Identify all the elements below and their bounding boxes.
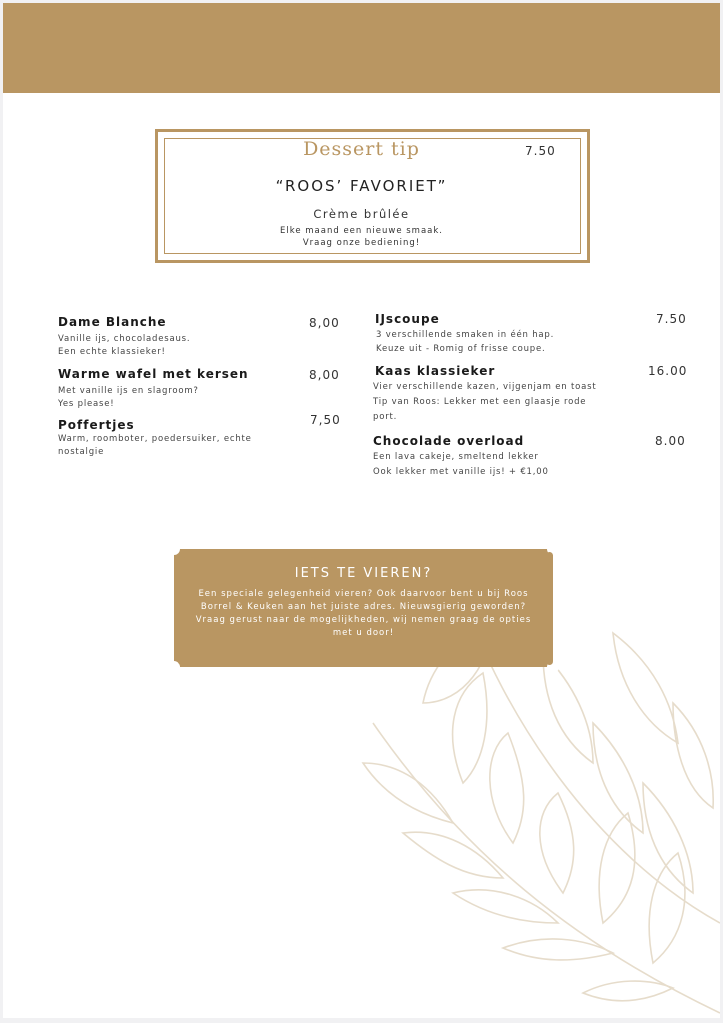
celebrate-title: IETS TE VIEREN? (294, 566, 433, 581)
menu-item-name: IJscoupe (375, 312, 440, 326)
menu-item-description: Vanille ijs, chocoladesaus. (58, 334, 191, 344)
menu-item-description: Yes please! (58, 399, 115, 409)
menu-item-description: Warm, roomboter, poedersuiker, echte (58, 434, 252, 444)
corner-dot (178, 552, 185, 559)
menu-item-description: Een echte klassieker! (58, 347, 166, 357)
dessert-tip-price: 7.50 (525, 144, 556, 158)
dessert-tip-heading: Dessert tip (303, 138, 420, 160)
menu-item-price: 8,00 (309, 316, 340, 330)
menu-item-description: 3 verschillende smaken in één hap. (376, 330, 555, 340)
menu-item-name: Poffertjes (58, 418, 135, 432)
corner-dot (546, 552, 553, 559)
dessert-tip-description-line: Vraag onze bediening! (302, 238, 421, 248)
corner-dot (178, 658, 185, 665)
menu-item-price: 8.00 (655, 434, 686, 448)
menu-item-description: Met vanille ijs en slagroom? (58, 386, 199, 396)
menu-item-price: 16.00 (648, 364, 688, 378)
menu-item-description: Keuze uit - Romig of frisse coupe. (376, 344, 546, 354)
header-band (3, 3, 720, 93)
menu-item-name: Warme wafel met kersen (58, 367, 249, 381)
menu-item-name: Dame Blanche (58, 315, 167, 329)
menu-item-price: 8,00 (309, 368, 340, 382)
dessert-tip-description-line: Elke maand een nieuwe smaak. (279, 226, 443, 236)
dessert-tip-dish: Crème brûlée (313, 207, 410, 221)
menu-item-description: port. (373, 412, 398, 422)
menu-item-price: 7,50 (310, 413, 341, 427)
menu-item-name: Chocolade overload (373, 434, 525, 448)
menu-item-description: Tip van Roos: Lekker met een glaasje rode (373, 397, 587, 407)
menu-item-description: Een lava cakeje, smeltend lekker (373, 452, 539, 462)
menu-item-description: Ook lekker met vanille ijs! + €1,00 (373, 467, 549, 477)
menu-item-name: Kaas klassieker (375, 364, 496, 378)
menu-item-description: nostalgie (58, 447, 105, 457)
menu-item-price: 7.50 (656, 312, 687, 326)
dessert-tip-subtitle: “ROOS’ FAVORIET” (275, 177, 448, 195)
celebrate-body: Een speciale gelegenheid vieren? Ook daarvoor bent u bij Roos Borrel & Keuken aan het juiste adres. Nieuwsgierig geworden? Vraag gerust naar de mogelijkheden, wij nemen graag de opties met u door! (195, 589, 532, 638)
menu-item-description: Vier verschillende kazen, vijgenjam en toast (373, 382, 597, 392)
corner-dot (546, 658, 553, 665)
